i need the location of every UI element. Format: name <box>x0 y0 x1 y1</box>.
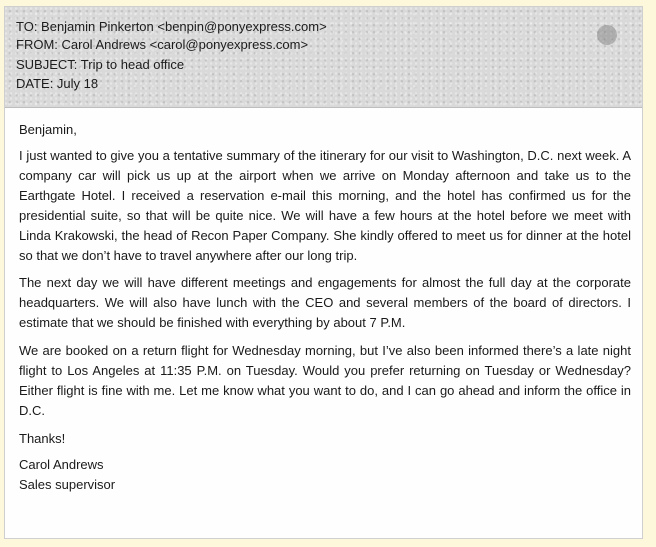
to-line: TO: Benjamin Pinkerton <benpin@ponyexpress.com> <box>16 19 327 34</box>
signature-name: Carol Andrews <box>19 457 104 472</box>
paragraph-return-flight: We are booked on a return flight for Wednesday morning, but I’ve also been informed there’s a late night flight to Los Angeles at 11:35 P.M. on Tuesday. Would you prefer returning on Tuesday or Wednesday? Either flight is fine with me. Let me know what you want to do, and I can go ahead and inform the office in D.C. <box>19 343 631 418</box>
email-printout <box>4 6 643 539</box>
paragraph-itinerary: I just wanted to give you a tentative summary of the itinerary for our visit to Washington, D.C. next week. A company car will pick us up at the airport when we arrive on Monday afternoon and take us to the Earthgate Hotel. I received a reservation e-mail this morning, and the hotel has confirmed us for the presidential suite, so that will be quite nice. We will have a few hours at the hotel before we meet with Linda Krakowski, the head of Recon Paper Company. She kindly offered to meet us for dinner at the hotel so that we don’t have to travel anywhere after our long trip. <box>19 148 631 263</box>
date-line: DATE: July 18 <box>16 76 99 91</box>
signature-title: Sales supervisor <box>19 477 116 492</box>
email-header <box>5 7 642 108</box>
subject-line: SUBJECT: Trip to head office <box>16 57 185 72</box>
greeting: Benjamin, <box>19 122 77 137</box>
closing: Thanks! <box>19 431 66 446</box>
email-body <box>19 120 631 495</box>
circle-icon <box>597 25 617 45</box>
from-line: FROM: Carol Andrews <carol@ponyexpress.com> <box>16 37 309 52</box>
paragraph-meetings: The next day we will have different meetings and engagements for almost the full day at the corporate headquarters. We will also have lunch with the CEO and several members of the board of directors. I estimate that we should be finished with everything by about 7 P.M. <box>19 275 631 330</box>
